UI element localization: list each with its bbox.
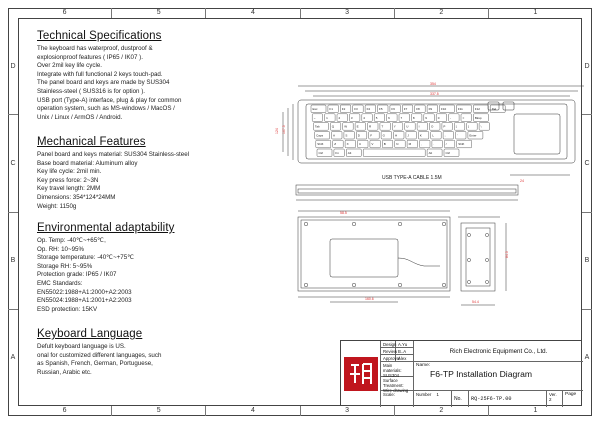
name-label: Name: — [416, 363, 431, 368]
name-cell — [414, 362, 583, 391]
main-material-label: Main materials: — [383, 363, 402, 373]
keyboard-key-label: Fn — [335, 151, 339, 155]
keyboard-key-label: 1 — [326, 115, 328, 120]
keyboard-key-label: F1 — [329, 107, 333, 111]
spec-line: as Spanish, French, German, Portuguese, — [37, 360, 153, 368]
spec-line: USB port (Type-A) interface, plug & play for common — [37, 96, 182, 104]
mounting-hole — [398, 283, 402, 287]
keyboard-key-label: ~ — [313, 115, 316, 120]
keyboard-key-label: [ — [455, 124, 457, 129]
dim-side-width: 54.4 — [472, 300, 479, 304]
spec-line: Over 2mil key life cycle. — [37, 62, 102, 70]
review-value: B..A — [396, 348, 414, 355]
keyboard-key-label: C — [359, 142, 362, 147]
ver-label: Ver. — [549, 392, 557, 397]
zone-label: 6 — [62, 407, 67, 414]
company-logo — [341, 341, 381, 407]
keyboard-key-label: U — [406, 124, 409, 129]
keyboard-key-label: / — [445, 142, 447, 147]
keyboard-key-label: F3 — [354, 107, 358, 111]
keyboard-key-label: Alt — [428, 151, 433, 155]
keyboard-key-label: X — [346, 142, 349, 147]
keyboard-side-outline — [296, 185, 518, 195]
keyboard-key-label: Enter — [469, 133, 477, 138]
keyboard-key-label: . — [433, 142, 435, 147]
keyboard-key-label: 0 — [437, 115, 440, 120]
keyboard-key-label: O — [431, 124, 434, 129]
mounting-hole — [485, 233, 488, 236]
spec-line: Integrate with full functional 2 keys touch-pad. — [37, 70, 163, 78]
section-title: Keyboard Language — [37, 328, 143, 340]
spec-line: Key travel length: 2MM — [37, 185, 101, 193]
dim-overall-height: 124 — [275, 128, 279, 134]
zone-label: B — [8, 212, 18, 309]
keyboard-key-label: I — [418, 124, 420, 129]
keyboard-key-label: Ctrl — [318, 151, 324, 155]
keyboard-key-label: Alt — [347, 151, 352, 155]
zone-label: D — [584, 62, 590, 70]
keyboard-key-label: Y — [393, 124, 396, 129]
keyboard-key-label: Ctrl — [445, 151, 451, 155]
keyboard-key-label: T — [381, 124, 384, 129]
spec-line: EN55024:1988+A1:2001+A2:2003 — [37, 297, 132, 305]
mounting-hole — [304, 222, 308, 226]
keyboard-key-label: B — [383, 142, 386, 147]
number-cell — [414, 391, 452, 407]
keyboard-key-label: F12 — [474, 107, 480, 111]
keyboard-key-label: K — [419, 133, 422, 138]
zone-label: 2 — [394, 8, 488, 18]
zone-label: 6 — [62, 9, 67, 16]
mounting-hole — [485, 258, 488, 261]
number-label: Number — [416, 392, 432, 397]
rear-view-outline — [298, 217, 450, 291]
design-value: A.Yu — [396, 341, 414, 348]
version-cell — [547, 391, 563, 407]
section-title: Technical Specifications — [37, 30, 162, 42]
main-material-value: SUS304 — [383, 373, 400, 378]
mounting-hole — [398, 222, 402, 226]
zone-label: 5 — [111, 406, 205, 416]
dim-rear-height: 58.5 — [340, 211, 347, 215]
spec-line: Defult keyboard language is US. — [37, 343, 126, 350]
keyboard-key-label: F6 — [391, 107, 395, 111]
spec-line: Key life cycle: 2mil min. — [37, 168, 102, 176]
title-block — [340, 340, 582, 406]
spec-line: The panel board and keys are made by SUS304 — [37, 79, 170, 87]
keyboard-key-label: 4 — [363, 115, 365, 120]
spec-line: Key press force: 2~3N — [37, 176, 99, 184]
dim-overall-width: 354 — [430, 82, 436, 86]
keyboard-key-label: Tab — [314, 124, 320, 129]
keyboard-key-label: = — [462, 115, 465, 120]
keyboard-key-label: A — [333, 133, 336, 138]
approval-label: Approval — [383, 356, 400, 361]
keyboard-keys — [311, 105, 505, 157]
keyboard-key-label: N — [396, 142, 399, 147]
keyboard-key-label: M — [408, 142, 412, 147]
keyboard-key-label: Del — [491, 107, 497, 111]
zone-label: 3 — [300, 406, 394, 416]
rear-controller-box — [330, 239, 398, 277]
keyboard-key-label: H — [395, 133, 398, 138]
keyboard-key-label: Shift — [317, 142, 324, 147]
dim-rear-width: 160.6 — [365, 297, 374, 301]
design-label: Design — [383, 342, 397, 347]
spec-line: Panel board and keys material: SUS304 Stainless-steel — [37, 151, 190, 158]
keyboard-key-label: D — [357, 133, 360, 138]
surface-label: Surface Treatment: — [383, 378, 404, 388]
keyboard-key-label: - — [450, 115, 452, 120]
keyboard-key-label: P — [443, 124, 446, 129]
drawing-number: RQ-25F6-TP.00 — [469, 391, 547, 407]
spec-line: Weight: 1150g — [37, 202, 77, 210]
dim-side-height: 84.5 — [505, 251, 509, 258]
spec-line: onal for customized different languages, such — [37, 351, 162, 359]
spec-line: Unix / Linux / ArmOS / Android. — [37, 113, 123, 121]
page-label: Page — [565, 392, 577, 397]
keyboard-key-label: 9 — [425, 115, 427, 120]
keyboard-key-label: G — [382, 133, 385, 138]
spec-line: operation system, such as MS-windows / MacOS / — [37, 105, 175, 113]
spec-line: Russian, Arabic etc. — [37, 368, 92, 376]
zone-label: C — [582, 114, 592, 211]
mounting-hole — [485, 280, 488, 283]
scale-label: Scale: — [383, 392, 395, 397]
zone-label: B — [582, 212, 592, 309]
mounting-hole — [304, 283, 308, 287]
approval-value: Alex — [396, 355, 414, 362]
mounting-hole — [467, 258, 470, 261]
zone-label: A — [582, 309, 592, 406]
spec-line: Op. RH: 10~95% — [37, 245, 84, 253]
keyboard-key-label: W — [344, 124, 348, 129]
zone-label: 1 — [488, 8, 582, 18]
keyboard-key-label: F9 — [428, 107, 433, 111]
keyboard-key-label: Bksp — [474, 115, 482, 120]
keyboard-key-label: 7 — [400, 115, 403, 120]
zone-label: C — [8, 114, 18, 211]
keyboard-key-label: 6 — [388, 115, 390, 120]
spec-line: The keyboard has waterproof, dustproof & — [37, 45, 153, 52]
keyboard-key-label: Z — [334, 142, 337, 147]
keyboard-key-label: S — [345, 133, 348, 138]
spec-line: EMC Standards: — [37, 279, 83, 287]
keyboard-key-label: 8 — [412, 115, 415, 120]
review-label: Review — [383, 349, 398, 354]
keyboard-key-label: ; — [444, 133, 446, 138]
drawing-name: F6-TP Installation Diagram — [430, 369, 533, 379]
mounting-hole — [352, 283, 356, 287]
keyboard-key-label: Caps — [316, 133, 324, 138]
spec-line: Dimensions: 354*124*24MM — [37, 193, 116, 201]
logo-icon — [344, 357, 378, 391]
zone-label: D — [10, 62, 16, 70]
touchpad-outline — [514, 114, 560, 154]
keyboard-key-label: ' — [457, 133, 458, 138]
scale-cell — [381, 391, 414, 407]
spec-line: Protection grade: IP65 / IK07 — [37, 271, 117, 279]
cable-label: USB TYPE-A CABLE 1.5M — [382, 175, 442, 181]
keyboard-key-label: F — [370, 133, 373, 138]
keyboard-key — [363, 149, 425, 157]
keyboard-key-label: F5 — [379, 107, 383, 111]
keyboard-key-label: V — [371, 142, 374, 147]
zone-label: 4 — [205, 8, 299, 18]
no-label: No. — [452, 391, 469, 407]
main-material-cell — [381, 362, 414, 377]
zone-label: 1 — [488, 406, 582, 416]
spec-line: Stainless-steel ( SUS316 is for option ). — [37, 87, 145, 95]
keyboard-key-label: F2 — [341, 107, 346, 111]
keyboard-key-label: F10 — [441, 107, 447, 111]
keyboard-key-label: L — [432, 133, 434, 138]
section-title: Mechanical Features — [37, 136, 146, 148]
keyboard-key-label: R — [369, 124, 372, 129]
mounting-hole — [442, 222, 446, 226]
mounting-hole — [352, 222, 356, 226]
keyboard-key-label: F8 — [416, 107, 420, 111]
keyboard-key-label: F4 — [366, 107, 371, 111]
keyboard-key-label: 2 — [338, 115, 341, 120]
ver-value: 2 — [549, 397, 552, 402]
spec-line: Base board material: Aluminum alloy — [37, 159, 138, 167]
dim-cutout-height: 107.5 — [282, 125, 286, 134]
keyboard-key-label: 3 — [350, 115, 353, 120]
section-title: Environmental adaptability — [37, 222, 175, 234]
number-value: 1 — [436, 392, 439, 397]
dim-depth: 24 — [520, 179, 524, 183]
zone-label: 4 — [205, 406, 299, 416]
spec-line: EN55022:1988+A1:2000+A2:2003 — [37, 288, 132, 296]
spec-line: explosionproof features ( IP65 / IK07 ). — [37, 53, 143, 61]
spec-line: Op. Temp: -40℃~+65℃, — [37, 237, 106, 244]
keyboard-key-label: 5 — [375, 115, 378, 120]
keyboard-key-label: F11 — [457, 107, 463, 111]
keyboard-key-label: E — [356, 124, 359, 129]
spec-line: ESD protection: 15KV — [37, 305, 98, 313]
surface-value: Wire-drawing — [383, 388, 409, 393]
zone-label: 2 — [394, 406, 488, 416]
surface-treatment-cell — [381, 377, 414, 391]
keyboard-key-label: ] — [468, 124, 470, 129]
keyboard-key-label: J — [407, 133, 409, 138]
dim-cutout-width: 337.5 — [430, 92, 439, 96]
keyboard-key-label: Shift — [458, 142, 465, 147]
keyboard-key-label: Q — [331, 124, 335, 129]
mounting-hole — [467, 233, 470, 236]
keyboard-key-label: Esc — [312, 107, 318, 111]
company-name: Rich Electronic Equipment Co., Ltd. — [414, 341, 583, 362]
keyboard-key-label: , — [421, 142, 422, 147]
zone-label: 3 — [300, 8, 394, 18]
zone-label: 5 — [111, 8, 205, 18]
mounting-hole — [467, 280, 470, 283]
spec-line: Storage temperature: -40℃~+75℃ — [37, 254, 135, 262]
zone-label: A — [8, 309, 18, 406]
mounting-hole — [442, 283, 446, 287]
keyboard-key-label: \ — [480, 124, 482, 129]
keyboard-key-label: F7 — [403, 107, 408, 111]
spec-line: Storage RH: 5~95% — [37, 262, 93, 270]
